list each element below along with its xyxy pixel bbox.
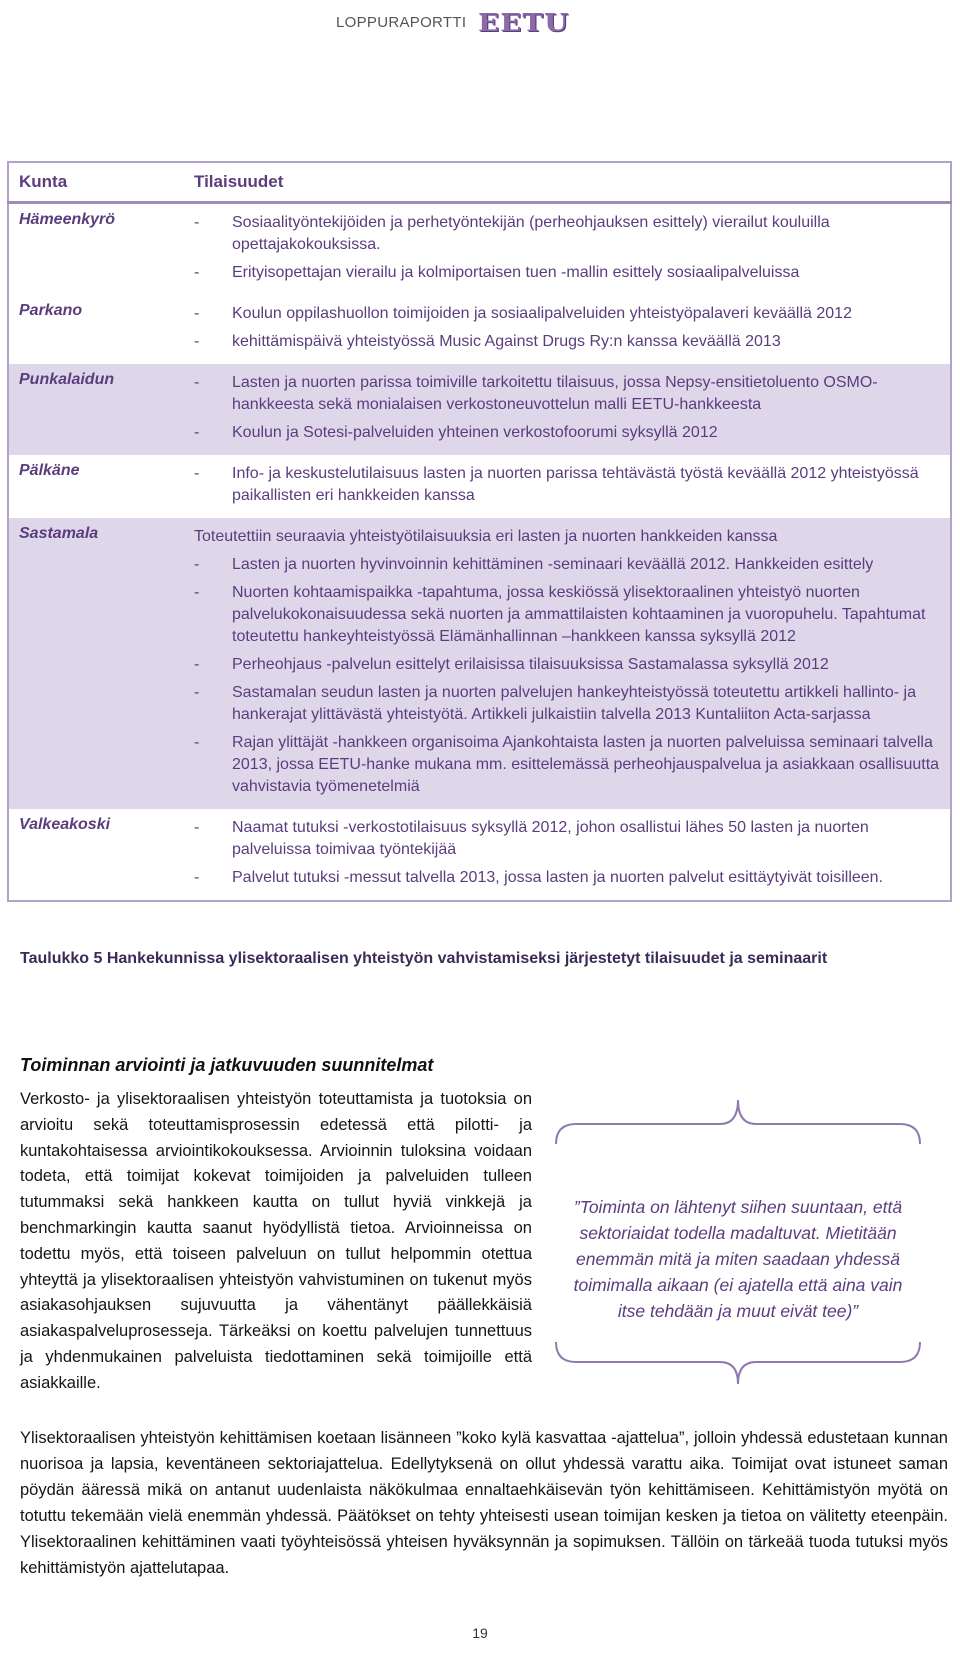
table-row bbox=[8, 518, 951, 809]
events-table bbox=[7, 161, 952, 902]
kunta-cell: Sastamala bbox=[8, 518, 184, 809]
list-item: - Lasten ja nuorten hyvinvoinnin kehittäminen -seminaari keväällä 2012. Hankkeiden esittely bbox=[194, 556, 874, 573]
list-item: - Nuorten kohtaamispaikka -tapahtuma, jossa keskiössä ylisektoraalinen yhteistyö nuorten palvelukokonaisuudessa sekä nuorten ja ammattilaisten kohtaaminen ja vuoropuhelu. Tapahtumat toteutettu hankeyhteistyössä Elämänhallinnan –hankkeen kanssa syksyllä 2012 bbox=[194, 584, 926, 645]
row-intro-text: Toteutettiin seuraavia yhteistyötilaisuuksia eri lasten ja nuorten hankkeiden kanssa bbox=[194, 528, 778, 545]
table-row bbox=[8, 455, 951, 518]
kunta-cell: Hämeenkyrö bbox=[19, 211, 116, 228]
list-item: - Koulun oppilashuollon toimijoiden ja sosiaalipalveluiden yhteistyöpalaveri keväällä 2012 bbox=[194, 305, 852, 322]
list-item: - Rajan ylittäjät -hankkeen organisoima Ajankohtaista lasten ja nuorten palveluissa seminaari talvella 2013, jossa EETU-hanke mukana mm. esittelemässä perheohjauspalvelua ja asiakkaan osallisuutta vahvistavia työmenetelmiä bbox=[194, 734, 940, 795]
table-row bbox=[8, 809, 951, 901]
tilaisuudet-cell bbox=[184, 455, 951, 518]
page-number: 19 bbox=[472, 1625, 488, 1641]
tilaisuudet-cell bbox=[184, 295, 951, 364]
col-tilaisuudet: Tilaisuudet bbox=[184, 162, 951, 203]
table-row bbox=[8, 203, 951, 296]
table-caption: Taulukko 5 Hankekunnissa ylisektoraalisen yhteistyön vahvistamiseksi järjestetyt tilaisuudet ja seminaarit bbox=[20, 950, 828, 967]
list-item: - Lasten ja nuorten parissa toimiville tarkoitettu tilaisuus, jossa Nepsy-ensitietoluento OSMO-hankkeesta sekä monialaisen verkostoneuvottelun malli EETU-hankkeesta bbox=[194, 374, 878, 413]
table-row bbox=[8, 364, 951, 455]
evaluation-paragraph: Verkosto- ja ylisektoraalisen yhteistyön toteuttamista ja tuotoksia on arvioitu sekä toteuttamisprosessin edetessä että pilotti- ja kuntakohtaisessa arviointikokouksessa. Arvioinnin tuloksina voidaan todeta, että toimijat kokevat toimijoiden ja palveluiden tulleen tutummaksi sekä hankkeen kautta on tullut hyviä vinkkejä ja benchmarkingin kautta saanut hyödyllistä tietoa. Arvioinneissa on todettu myös, että toiseen palveluun on tullut helpommin otettua yhteyttä ja ylisektoraalisen yhteistyön vahvistuminen on tukenut myös asiakasohjauksen sujuvuutta ja vähentänyt päällekkäisiä asiakaspalveluprosesseja. Tärkeäksi on koettu palvelujen tunnettuus ja yhdenmukainen palveluista tiedottaminen sekä toimijoille että asiakkaille. bbox=[20, 1090, 532, 1392]
list-item: - Sosiaalityöntekijöiden ja perhetyöntekijän (perheohjauksen esittely) vierailut kouluilla opettajakokouksissa. bbox=[194, 214, 830, 253]
list-item: - kehittämispäivä yhteistyössä Music Against Drugs Ry:n kanssa keväällä 2013 bbox=[194, 333, 781, 350]
list-item: - Info- ja keskustelutilaisuus lasten ja nuorten parissa tehtävästä työstä keväällä 2012 yhteistyössä paikallisten eri hankkeiden kanssa bbox=[194, 465, 919, 504]
development-paragraph: Ylisektoraalisen yhteistyön kehittämisen koetaan lisänneen ”koko kylä kasvattaa -ajattelua”, jolloin yhdessä edustetaan kunnan nuorisoa ja lapsia, keventäneen sektoriajattelua. Edellytyksenä on ollut yhdessä varattu aika. Toimijat ovat istuneet saman pöydän ääressä mikä on antanut uudenlaista näkökulmaa ennaltaehkäisevän työn kehittämiseen. Kehittämistyön myötä on totuttu tekemään vielä enemmän yhdessä. Päätökset on tehty yhteisesti usean toimijan kesken ja tietoa on välitetty eteenpäin. Ylisektoraalinen kehittäminen vaati työyhteisössä yhteisen hyväksynnän ja sopimuksen. Tällöin on tärkeää tuoda tutuksi myös kehittämistyön ajattelutapaa. bbox=[20, 1429, 948, 1577]
section-title: Toiminnan arviointi ja jatkuvuuden suunnitelmat bbox=[20, 1055, 434, 1075]
tilaisuudet-cell bbox=[184, 203, 951, 296]
kunta-cell: Punkalaidun bbox=[8, 364, 184, 455]
kunta-cell: Valkeakoski bbox=[19, 816, 111, 833]
list-item: - Erityisopettajan vierailu ja kolmiportaisen tuen -mallin esittely sosiaalipalveluissa bbox=[194, 264, 800, 281]
tilaisuudet-cell bbox=[184, 518, 951, 809]
table-row bbox=[8, 295, 951, 364]
col-kunta: Kunta bbox=[8, 162, 184, 203]
table-header-row bbox=[8, 162, 951, 203]
page-header bbox=[336, 8, 570, 37]
kunta-cell: Parkano bbox=[19, 302, 83, 319]
eetu-logo: EETU bbox=[478, 8, 570, 37]
list-item: - Palvelut tutuksi -messut talvella 2013, jossa lasten ja nuorten palvelut esittäytyivät toisilleen. bbox=[194, 869, 884, 886]
list-item: - Sastamalan seudun lasten ja nuorten palvelujen hankeyhteistyössä toteutettu artikkeli hallinto- ja hankerajat ylittävästä yhteistyötä. Artikkeli julkaistiin talvella 2013 Kuntaliiton Acta-sarjassa bbox=[194, 684, 916, 723]
tilaisuudet-cell bbox=[184, 809, 951, 901]
quote-callout bbox=[548, 1092, 928, 1388]
list-item: - Naamat tutuksi -verkostotilaisuus syksyllä 2012, johon osallistui lähes 50 lasten ja nuorten palveluissa toimivaa työntekijää bbox=[194, 819, 869, 858]
header-title: LOPPURAPORTTI bbox=[336, 14, 467, 31]
list-item: - Koulun ja Sotesi-palveluiden yhteinen verkostofoorumi syksyllä 2012 bbox=[194, 424, 718, 441]
quote-text: ”Toiminta on lähtenyt siihen suuntaan, että sektoriaidat todella madaltuvat. Mietitään enemmän mitä ja miten saadaan yhdessä toimimalla aikaan (ei ajatella että aina vain itse tehdään ja muut eivät tee)” bbox=[573, 1197, 903, 1321]
kunta-cell: Pälkäne bbox=[19, 462, 80, 479]
tilaisuudet-cell bbox=[184, 364, 951, 455]
list-item: - Perheohjaus -palvelun esittelyt erilaisissa tilaisuuksissa Sastamalassa syksyllä 2012 bbox=[194, 656, 829, 673]
